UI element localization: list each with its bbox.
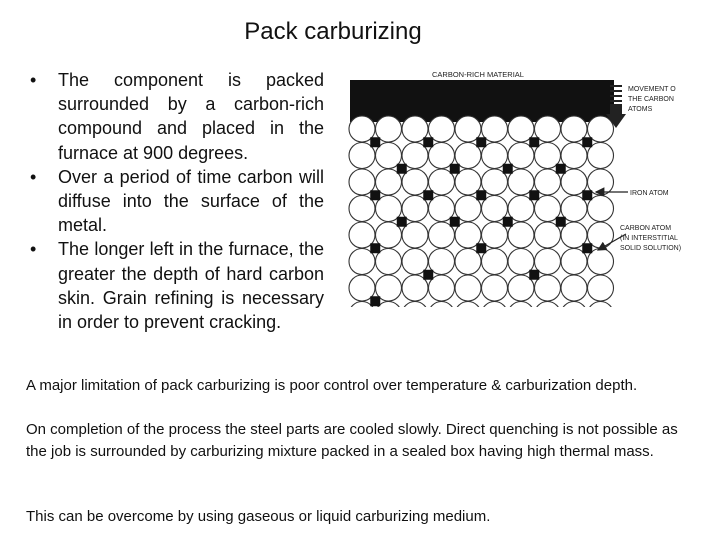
carbon-atom [476, 190, 486, 200]
carbon-atom [503, 217, 513, 227]
carbon-atom [529, 190, 539, 200]
iron-atom [561, 302, 587, 308]
carbon-atom [529, 270, 539, 280]
carbon-atom [370, 137, 380, 147]
overcome-paragraph: This can be overcome by using gaseous or liquid carburizing medium. [26, 508, 491, 525]
iron-atom [402, 302, 428, 308]
carbon-atom [582, 137, 592, 147]
movement-label-line: MOVEMENT O [628, 86, 676, 93]
carbon-atom [582, 190, 592, 200]
carbon-atom [450, 164, 460, 174]
bullet-item: • The longer left in the furnace, the greater the depth of hard carbon skin. Grain refining is necessary in order to prevent cracking. [26, 237, 324, 334]
iron-atom [429, 302, 455, 308]
carbon-atom-label-line: CARBON ATOM [620, 225, 672, 232]
limitation-paragraph: A major limitation of pack carburizing is poor control over temperature & carburization depth. [26, 377, 638, 394]
carbon-atom [397, 217, 407, 227]
movement-label-line: ATOMS [628, 106, 653, 113]
carbon-atom [397, 164, 407, 174]
svg-text:MOVEMENT O THE CARBON [628, 86, 678, 113]
bullet-item: • Over a period of time carbon will diffuse into the surface of the metal. [26, 165, 324, 238]
iron-atom [455, 302, 481, 308]
iron-atom [588, 275, 614, 301]
bullet-item: • The component is packed surrounded by a carbon-rich compound and placed in the furnace at 900 degrees. [26, 68, 324, 165]
carbon-atom [556, 164, 566, 174]
carbon-atom [370, 296, 380, 306]
carbon-atom-label-line: (IN INTERSTITIAL [620, 235, 678, 242]
carbon-atom [423, 137, 433, 147]
cooling-paragraph: On completion of the process the steel parts are cooled slowly. Direct quenching is not possible as the job is surrounded by carburizing mixture packed in a sealed box having high thermal mass. [26, 421, 678, 460]
carbon-rich-material-label: CARBON-RICH MATERIAL [432, 70, 524, 79]
iron-atom [561, 275, 587, 301]
movement-label-line: THE CARBON [628, 96, 674, 103]
svg-text:CARBON ATOM (IN INTERSTITI [620, 225, 681, 252]
iron-atom [535, 302, 561, 308]
carbon-atom [556, 217, 566, 227]
carbon-atom [582, 243, 592, 253]
carburizing-diagram [340, 62, 690, 307]
carbon-atom [476, 243, 486, 253]
carbon-atom [503, 164, 513, 174]
carbon-atom [450, 217, 460, 227]
carbon-atom-label-line: SOLID SOLUTION) [620, 245, 682, 252]
slide-title: Pack carburizing [244, 18, 422, 45]
carbon-atom [370, 190, 380, 200]
iron-atom [455, 275, 481, 301]
iron-atom [588, 302, 614, 308]
atom-lattice [349, 116, 614, 307]
carbon-atom [423, 190, 433, 200]
carbon-atom [370, 243, 380, 253]
carbon-atom [423, 270, 433, 280]
bullet-list [26, 68, 324, 334]
iron-atom [482, 275, 508, 301]
iron-atom [482, 302, 508, 308]
iron-atom-label: IRON ATOM [630, 190, 669, 197]
carbon-atom [529, 137, 539, 147]
carbon-atom [476, 137, 486, 147]
iron-atom [508, 302, 534, 308]
